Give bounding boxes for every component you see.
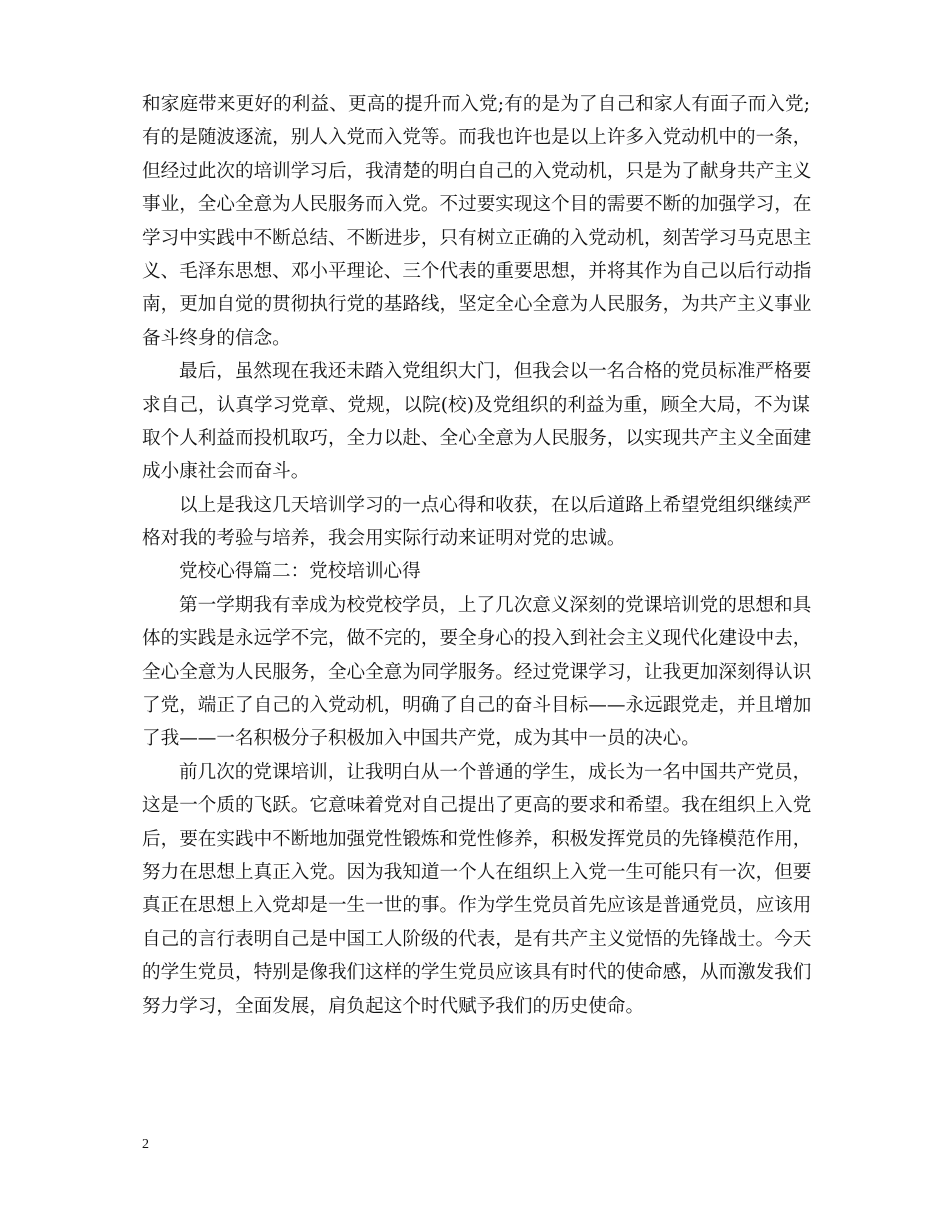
text-line: 第一学期我有幸成为校党校学员，上了几次意义深刻的党课培训党的思想和具	[179, 594, 812, 616]
text-line: 体的实践是永远学不完，做不完的，要全身心的投入到社会主义现代化建设中去，	[142, 628, 812, 650]
text-line: 努力学习，全面发展，肩负起这个时代赋予我们的历史使命。	[142, 995, 645, 1017]
text-line: 后，要在实践中不断地加强党性锻炼和党性修养，积极发挥党员的先锋模范作用，	[142, 828, 812, 850]
document-body	[142, 88, 810, 1023]
text-line: 努力在思想上真正入党。因为我知道一个人在组织上入党一生可能只有一次，但要	[142, 861, 812, 883]
text-line: 最后，虽然现在我还未踏入党组织大门，但我会以一名合格的党员标准严格要	[179, 361, 812, 383]
text-line: 这是一个质的飞跃。它意味着党对自己提出了更高的要求和希望。我在组织上入党	[142, 795, 812, 817]
text-line: 成小康社会而奋斗。	[142, 461, 310, 483]
paragraph	[142, 756, 810, 1023]
text-line: 前几次的党课培训，让我明白从一个普通的学生，成长为一名中国共产党员，	[179, 761, 812, 783]
text-line: 自己的言行表明自己是中国工人阶级的代表，是有共产主义觉悟的先锋战士。今天	[142, 928, 812, 950]
paragraph	[142, 355, 810, 489]
text-line: 备斗终身的信念。	[142, 327, 291, 349]
text-line: 真正在思想上入党却是一生一世的事。作为学生党员首先应该是普通党员，应该用	[142, 895, 812, 917]
paragraph	[142, 589, 810, 756]
text-line: 和家庭带来更好的利益、更高的提升而入党;有的是为了自己和家人有面子而入党;	[142, 94, 810, 115]
heading-text: 党校心得篇二：党校培训心得	[179, 561, 421, 583]
text-line: 取个人利益而投机取巧，全力以赴、全心全意为人民服务，以实现共产主义全面建	[142, 427, 812, 449]
text-line: 有的是随波逐流，别人入党而入党等。而我也许也是以上许多入党动机中的一条，	[142, 127, 812, 149]
section-heading	[142, 555, 810, 588]
text-line: 了我——一名积极分子积极加入中国共产党，成为其中一员的决心。	[142, 728, 700, 750]
text-line: 全心全意为人民服务，全心全意为同学服务。经过党课学习，让我更加深刻得认识	[142, 661, 812, 683]
text-line: 以上是我这几天培训学习的一点心得和收获，在以后道路上希望党组织继续严	[179, 494, 812, 516]
text-line: 格对我的考验与培养，我会用实际行动来证明对党的忠诚。	[142, 528, 626, 550]
text-line: 求自己，认真学习党章、党规，以院(校)及党组织的利益为重，顾全大局，不为谋	[142, 394, 810, 416]
paragraph	[142, 88, 810, 355]
text-line: 了党，端正了自己的入党动机，明确了自己的奋斗目标——永远跟党走，并且增加	[142, 695, 812, 717]
page-number: 2	[142, 1137, 149, 1152]
text-line: 南，更加自觉的贯彻执行党的基路线，坚定全心全意为人民服务，为共产主义事业	[142, 294, 812, 316]
text-line: 但经过此次的培训学习后，我清楚的明白自己的入党动机，只是为了献身共产主义	[142, 160, 812, 182]
paragraph	[142, 489, 810, 556]
text-line: 事业，全心全意为人民服务而入党。不过要实现这个目的需要不断的加强学习，在	[142, 194, 812, 216]
text-line: 义、毛泽东思想、邓小平理论、三个代表的重要思想，并将其作为自己以后行动指	[142, 260, 812, 282]
text-line: 的学生党员，特别是像我们这样的学生党员应该具有时代的使命感，从而激发我们	[142, 962, 812, 984]
text-line: 学习中实践中不断总结、不断进步，只有树立正确的入党动机，刻苦学习马克思主	[142, 227, 812, 249]
